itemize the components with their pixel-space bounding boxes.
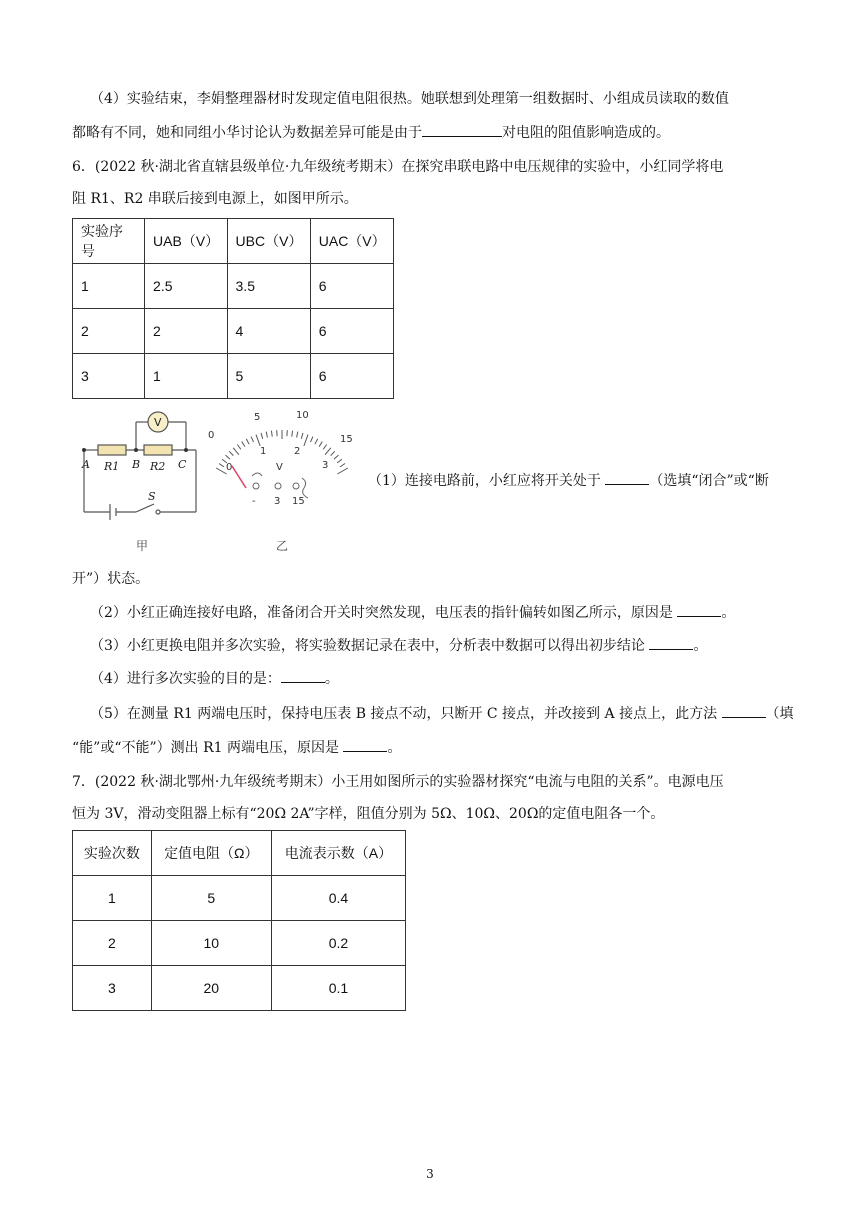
dial-tick [323, 445, 327, 450]
dial-tick [271, 431, 272, 437]
table-cell: 1 [73, 264, 145, 309]
answer-blank[interactable] [649, 635, 693, 650]
q6-part5-text-a: （5）在测量 R1 两端电压时，保持电压表 B 接点不动，只断开 C 接点，并改接到 A 接点上，此方法 [90, 706, 718, 722]
label-a: A [82, 458, 90, 471]
table-row [73, 309, 394, 354]
q6-stem-line1: 6．(2022 秋·湖北省直辖县级单位·九年级统考期末）在探究串联电路中电压规律的实验中，小红同学将电 [72, 159, 724, 175]
table-cell: 1 [73, 876, 152, 921]
terminal-15: 15 [292, 496, 305, 507]
table-header: 电流表示数（A） [271, 831, 405, 876]
table-cell: 1 [145, 354, 227, 399]
scale-inner-3: 3 [322, 460, 329, 471]
q5-part4-line2 [72, 122, 792, 144]
label-switch: S [148, 490, 156, 503]
dial-tick [237, 445, 241, 450]
answer-blank[interactable] [281, 668, 325, 683]
q5-part4-line1: （4）实验结束，李娟整理器材时发现定值电阻很热。她联想到处理第一组数据时、小组成员读取的数值 [90, 91, 729, 107]
answer-blank[interactable] [605, 470, 649, 485]
q6-part4: （4）进行多次实验的目的是： 。 [90, 668, 810, 690]
table-cell: 10 [151, 921, 271, 966]
page-number: 3 [426, 1167, 434, 1181]
q7-stem-line1: 7．(2022 秋·湖北鄂州·九年级统考期末）小王用如图所示的实验器材探究“电流与电阻的关系”。电源电压 [72, 774, 724, 790]
table-cell: 6 [310, 264, 393, 309]
q6-stem-line2: 阻 R1、R2 串联后接到电源上，如图甲所示。 [72, 191, 358, 207]
scale-inner-2: 2 [294, 446, 301, 457]
dial-tick [310, 437, 312, 442]
dial-tick [261, 433, 263, 439]
dial-tick [216, 468, 226, 474]
table-cell: 0.1 [271, 966, 405, 1011]
q5-part4-text-b: 对电阻的阻值影响造成的。 [502, 125, 670, 141]
voltmeter-dial [204, 410, 362, 554]
table-cell: 0.2 [271, 921, 405, 966]
table-header: 实验次数 [73, 831, 152, 876]
dial-tick [301, 433, 303, 439]
scale-zero: 0 [208, 430, 215, 441]
answer-blank[interactable] [343, 737, 387, 752]
q6-part5-text-b: （填 [765, 706, 794, 722]
table-cell: 20 [151, 966, 271, 1011]
table-cell: 2 [145, 309, 227, 354]
dial-tick [233, 448, 239, 455]
q6-part2-text: （2）小红正确连接好电路，准备闭合开关时突然发现，电压表的指针偏转如图乙所示，原因是 [90, 605, 673, 621]
answer-blank[interactable] [422, 122, 502, 137]
table-cell: 3 [73, 354, 145, 399]
table-cell: 6 [310, 354, 393, 399]
dial-tick [340, 464, 345, 467]
dial-tick [229, 451, 233, 455]
table-cell: 2 [73, 921, 152, 966]
label-b: B [132, 458, 141, 471]
table-cell: 5 [151, 876, 271, 921]
q6-data-table [72, 218, 394, 399]
table-row [73, 354, 394, 399]
table-row [73, 921, 406, 966]
q6-part5-line1 [90, 703, 810, 725]
table-row [73, 966, 406, 1011]
dial-tick [266, 432, 267, 438]
table-cell: 4 [227, 309, 310, 354]
dial-tick [337, 459, 342, 463]
table-header: 定值电阻（Ω） [151, 831, 271, 876]
table-cell: 3.5 [227, 264, 310, 309]
q6-part1-text-b: （选填“闭合”或“断 [649, 473, 769, 489]
dial-tick [251, 437, 253, 442]
dial-tick [297, 432, 298, 438]
meter-pointer [232, 466, 246, 488]
circuit-diagram [78, 404, 208, 554]
table-header: UBC（V） [227, 219, 310, 264]
scale-top-10: 10 [296, 410, 309, 421]
table-header: 实验序号 [73, 219, 145, 264]
scale-inner-1: 1 [260, 446, 267, 457]
table-header: UAC（V） [310, 219, 393, 264]
figure-caption-yi: 乙 [276, 539, 289, 553]
table-cell: 2.5 [145, 264, 227, 309]
label-c: C [178, 458, 187, 471]
q6-part5-line2: “能”或“不能”）测出 R1 两端电压，原因是 。 [72, 737, 792, 759]
scale-top-5: 5 [254, 412, 261, 423]
table-cell: 0.4 [271, 876, 405, 921]
q6-part4-text: （4）进行多次实验的目的是： [90, 671, 281, 687]
table-header-row [73, 219, 394, 264]
table-cell: 3 [73, 966, 152, 1011]
dial-tick [219, 464, 224, 467]
dial-tick [226, 455, 230, 459]
table-header-row [73, 831, 406, 876]
figure-caption-jia: 甲 [136, 539, 149, 553]
scale-inner-0: 0 [226, 462, 233, 473]
label-r1: R1 [104, 460, 120, 473]
q6-part3-text: （3）小红更换电阻并多次实验，将实验数据记录在表中，分析表中数据可以得出初步结论 [90, 638, 645, 654]
dial-tick [292, 431, 293, 437]
dial-tick [315, 439, 318, 444]
table-row [73, 264, 394, 309]
answer-blank[interactable] [722, 703, 766, 718]
q6-part3: （3）小红更换电阻并多次实验，将实验数据记录在表中，分析表中数据可以得出初步结论 。 [90, 635, 810, 657]
dial-tick [337, 468, 347, 474]
dial-tick [325, 448, 331, 455]
q6-part1-line2: 开”）状态。 [72, 571, 150, 587]
q5-part4-text-a: 都略有不同，她和同组小华讨论认为数据差异可能是由于 [72, 125, 422, 141]
dial-tick [256, 435, 260, 446]
table-cell: 5 [227, 354, 310, 399]
dial-tick [246, 439, 249, 444]
terminal-minus: - [252, 496, 256, 507]
terminal-3: 3 [274, 496, 281, 507]
table-row [73, 876, 406, 921]
q6-part1-text-a: （1）连接电路前，小红应将开关处于 [368, 473, 601, 489]
q6-part1-line1 [368, 470, 788, 492]
dial-tick [242, 442, 245, 447]
q6-part5-text-c: “能”或“不能”）测出 R1 两端电压，原因是 [72, 740, 339, 756]
table-cell: 2 [73, 309, 145, 354]
q7-stem-line2: 恒为 3V，滑动变阻器上标有“20Ω 2A”字样，阻值分别为 5Ω、10Ω、20Ω的定值电阻各一个。 [72, 806, 665, 822]
label-r2: R2 [150, 460, 166, 473]
meter-unit-v: V [276, 462, 283, 473]
dial-tick [331, 451, 335, 455]
answer-blank[interactable] [677, 602, 721, 617]
table-header: UAB（V） [145, 219, 227, 264]
dial-tick [319, 442, 322, 447]
q6-part2: （2）小红正确连接好电路，准备闭合开关时突然发现，电压表的指针偏转如图乙所示，原因是 。 [90, 602, 810, 624]
dial-tick [304, 435, 308, 446]
scale-top-15: 15 [340, 434, 353, 445]
table-cell: 6 [310, 309, 393, 354]
dial-tick [334, 455, 338, 459]
q7-data-table [72, 830, 406, 1011]
voltmeter-symbol-label: V [154, 416, 162, 429]
